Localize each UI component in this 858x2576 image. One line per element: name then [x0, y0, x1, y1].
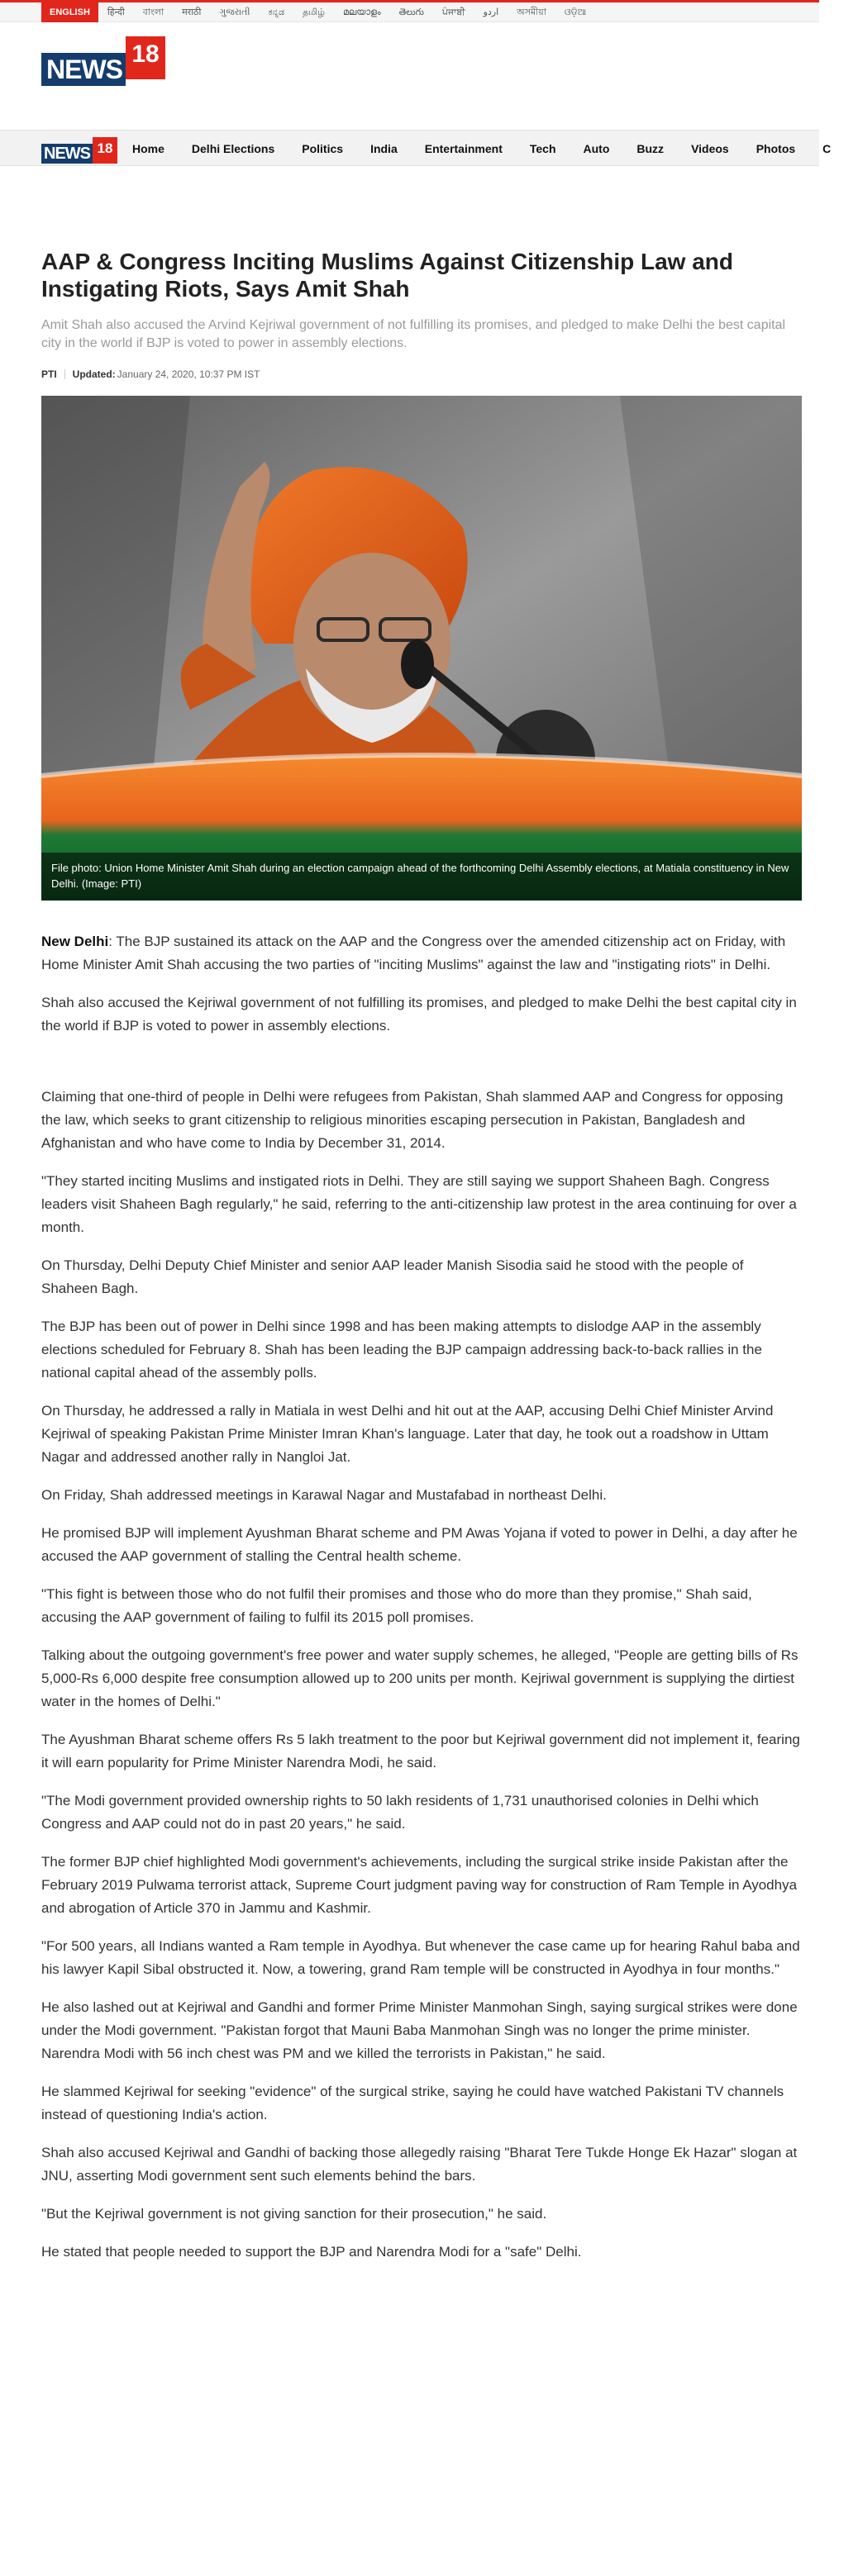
site-logo[interactable] — [41, 36, 165, 88]
article-paragraph: He also lashed out at Kejriwal and Gandhi and former Prime Minister Manmohan Singh, saying surgical strikes were done under the Modi government. "Pakistan forgot that Mauni Baba Manmohan Singh was no longer the prime minister. Narendra Modi with 56 inch chest was PM and we killed the terrorists in Pakistan," he said. — [41, 1999, 798, 2061]
article-paragraph: On Thursday, Delhi Deputy Chief Minister and senior AAP leader Manish Sisodia said he stood with the people of Shaheen Bagh. — [41, 1257, 744, 1296]
language-odia[interactable]: ଓଡ଼ିଆ — [564, 7, 587, 17]
updated-label: Updated: — [72, 368, 116, 380]
article-paragraph: "They started inciting Muslims and instigated riots in Delhi. They are still saying we support Shaheen Bagh. Congress leaders visit Shaheen Bagh regularly," he said, referring to the anti-citizenship law protest in the area continuing for over a month. — [41, 1173, 797, 1235]
language-malayalam[interactable]: മലയാളം — [342, 7, 381, 17]
logo-news-text: NEWS — [41, 53, 126, 86]
article-paragraph: The Ayushman Bharat scheme offers Rs 5 lakh treatment to the poor but Kejriwal government did not implement it, fearing it will earn popularity for Prime Minister Narendra Modi, he said. — [41, 1732, 800, 1770]
hero-image — [41, 396, 802, 901]
language-tamil[interactable]: தமிழ் — [303, 7, 325, 17]
language-urdu[interactable]: اردو — [483, 7, 499, 17]
language-assamese[interactable]: অসমীয়া — [517, 7, 546, 17]
nav-item-india[interactable]: India — [370, 142, 398, 155]
updated-time: January 24, 2020, 10:37 PM IST — [117, 368, 260, 380]
nav-item-buzz[interactable]: Buzz — [636, 142, 665, 155]
nav-items — [132, 131, 858, 167]
hero-photo-illustration — [41, 396, 802, 901]
article-paragraph: Shah also accused the Kejriwal government of not fulfilling its promises, and pledged to make Delhi the best capital city in the world if BJP is voted to power in assembly elections. — [41, 995, 797, 1034]
navbar-logo-18-text: 18 — [93, 137, 117, 164]
article-body — [41, 930, 802, 2279]
article-byline — [41, 368, 260, 380]
language-bangla[interactable]: বাংলা — [142, 7, 164, 17]
article-paragraph: On Friday, Shah addressed meetings in Karawal Nagar and Mustafabad in northeast Delhi. — [41, 1487, 607, 1503]
nav-item-auto[interactable]: Auto — [583, 142, 610, 155]
language-gujarati[interactable]: ગુજરાતી — [219, 7, 250, 17]
nav-item-home[interactable]: Home — [132, 142, 164, 155]
navbar-logo[interactable] — [41, 134, 117, 164]
article-lead — [41, 930, 802, 977]
article-dateline: New Delhi — [41, 934, 109, 949]
article-summary: Amit Shah also accused the Arvind Kejriwal government of not fulfilling its promises, and pledged to make Delhi the best capital city in the world if BJP is voted to power in assembly elections. — [41, 318, 786, 350]
article-paragraph: "But the Kejriwal government is not giving sanction for their prosecution," he said. — [41, 2206, 547, 2222]
language-kannada[interactable]: ಕನ್ನಡ — [268, 7, 285, 17]
article-paragraph: Talking about the outgoing government's free power and water supply schemes, he alleged, "People are getting bills of Rs 5,000-Rs 6,000 despite free consumption allowed up to 200 units per month. Kejriwal government is supplying the dirtiest water in the homes of Delhi." — [41, 1647, 798, 1709]
article-paragraph: He promised BJP will implement Ayushman Bharat scheme and PM Awas Yojana if voted to power in Delhi, a day after he accused the AAP government of stalling the Central health scheme. — [41, 1525, 798, 1564]
nav-item-politics[interactable]: Politics — [302, 142, 344, 155]
navbar-logo-news-text: NEWS — [41, 144, 93, 164]
article-paragraph: He stated that people needed to support the BJP and Narendra Modi for a "safe" Delhi. — [41, 2244, 582, 2260]
language-english[interactable]: ENGLISH — [41, 2, 98, 22]
article-paragraph: Claiming that one-third of people in Delhi were refugees from Pakistan, Shah slammed AAP and Congress for opposing the law, which seeks to grant citizenship to religious minorities escaping persecution in Pakistan, Bangladesh and Afghanistan and who have come to India by December 31, 2014. — [41, 1089, 784, 1151]
article-paragraph: The BJP has been out of power in Delhi since 1998 and has been making attempts to dislodge AAP in the assembly elections scheduled for February 8. Shah has been leading the BJP campaign addressing back-to-back rallies in the national capital ahead of the assembly polls. — [41, 1319, 762, 1381]
article-paragraph: "The Modi government provided ownership rights to 50 lakh residents of 1,731 unauthorised colonies in Delhi which Congress and AAP could not do in past 20 years," he said. — [41, 1793, 759, 1832]
main-navbar — [0, 130, 832, 166]
logo-18-text: 18 — [126, 36, 165, 79]
nav-item-tech[interactable]: Tech — [529, 142, 556, 155]
language-bar — [0, 2, 819, 22]
article-lead-text: : The BJP sustained its attack on the AAP and the Congress over the amended citizenship act on Friday, with Home Minister Amit Shah accusing the two parties of "inciting Muslims" against the law and "instigating riots" in Delhi. — [41, 934, 786, 972]
article-paragraph: He slammed Kejriwal for seeking "evidence" of the surgical strike, saying he could have watched Pakistani TV channels instead of questioning India's action. — [41, 2084, 784, 2122]
language-hindi[interactable]: हिन्दी — [107, 7, 125, 17]
nav-item-entertainment[interactable]: Entertainment — [424, 142, 503, 155]
language-punjabi[interactable]: ਪੰਜਾਬੀ — [441, 7, 465, 17]
image-caption: File photo: Union Home Minister Amit Shah during an election campaign ahead of the forthcoming Delhi Assembly elections, at Matiala constituency in New Delhi. (Image: PTI) — [41, 853, 802, 901]
nav-item-videos[interactable]: Videos — [691, 142, 729, 155]
nav-item-photos[interactable]: Photos — [756, 142, 796, 155]
article-paragraph: "For 500 years, all Indians wanted a Ram temple in Ayodhya. But whenever the case came up for hearing Rahul baba and his lawyer Kapil Sibal obstructed it. Now, a towering, grand Ram temple will be constructed in Ayodhya in four months." — [41, 1938, 800, 1977]
language-list — [41, 2, 595, 22]
language-marathi[interactable]: मराठी — [182, 7, 202, 17]
article-author[interactable]: PTI — [41, 368, 57, 380]
article-paragraph: Shah also accused Kejriwal and Gandhi of backing those allegedly raising "Bharat Tere Tukde Honge Ek Hazar" slogan at JNU, asserting Modi government sent such elements behind the bars. — [41, 2145, 798, 2184]
article-paragraph: "This fight is between those who do not fulfil their promises and those who do more than they promise," Shah said, accusing the AAP government of failing to fulfil its 2015 poll promises. — [41, 1586, 752, 1625]
nav-item-delhi-elections[interactable]: Delhi Elections — [191, 142, 275, 155]
article-title: AAP & Congress Inciting Muslims Against Citizenship Law and Instigating Riots, Says Amit Shah — [41, 249, 733, 302]
byline-divider — [64, 369, 65, 379]
article-paragraph: The former BJP chief highlighted Modi government's achievements, including the surgical strike inside Pakistan after the February 2019 Pulwama terrorist attack, Supreme Court judgment paving way for construction of Ram Temple in Ayodhya and abrogation of Article 370 in Jammu and Kashmir. — [41, 1854, 798, 1916]
language-telugu[interactable]: తెలుగు — [398, 7, 424, 17]
article-paragraph: On Thursday, he addressed a rally in Matiala in west Delhi and hit out at the AAP, accusing Delhi Chief Minister Arvind Kejriwal of speaking Pakistan Prime Minister Imran Khan's language. Later that day, he took out a roadshow in Uttam Nagar and addressed another rally in Nangloi Jat. — [41, 1403, 774, 1465]
nav-item-truncated[interactable]: C — [822, 142, 832, 155]
